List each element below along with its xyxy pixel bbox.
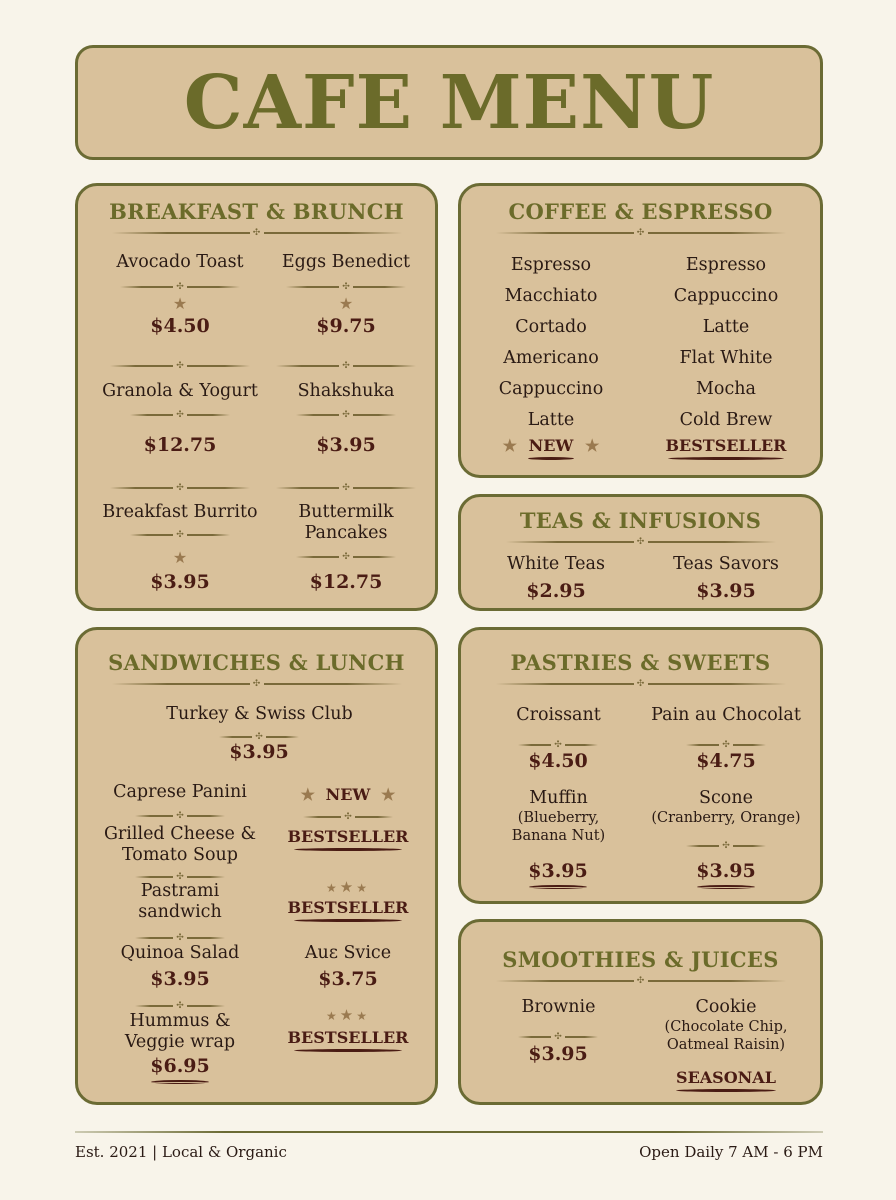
divider	[112, 679, 402, 689]
coffee-list-right	[636, 250, 816, 436]
page-title: CAFE MENU	[183, 59, 715, 146]
three-stars-icon	[308, 878, 388, 896]
menu-item-name	[256, 502, 436, 544]
section-pastries	[458, 627, 823, 904]
section-heading: SANDWICHES & LUNCH	[108, 650, 405, 675]
badge-label: BESTSELLER	[287, 898, 409, 917]
ornament-icon: ✣	[176, 811, 184, 821]
badge-label: SEASONAL	[676, 1068, 776, 1087]
menu-item-price: $3.95	[150, 968, 210, 990]
title-banner	[75, 45, 823, 160]
name-line: Scone	[699, 788, 753, 808]
bestseller-badge	[283, 827, 413, 851]
seasonal-badge	[661, 1068, 791, 1092]
menu-item-price: $4.50	[528, 750, 588, 772]
star-icon: ★	[584, 436, 600, 455]
section-heading: PASTRIES & SWEETS	[510, 650, 771, 675]
menu-item-price: $3.75	[318, 968, 378, 990]
divider	[276, 361, 416, 371]
star-icon: ★	[172, 294, 188, 313]
menu-item-price: $4.50	[150, 315, 210, 337]
price-text: $6.95	[150, 1055, 210, 1077]
section-teas	[458, 494, 823, 611]
menu-item-name: Eggs Benedict	[281, 252, 411, 272]
badge-label: NEW	[528, 436, 574, 455]
menu-item-name: Granola & Yogurt	[102, 381, 258, 401]
ornament-icon: ✣	[636, 228, 645, 238]
divider	[686, 841, 766, 851]
item-detail: Oatmeal Raisin)	[666, 1037, 786, 1053]
section-coffee	[458, 183, 823, 478]
menu-item-name: Quinoa Salad	[120, 943, 240, 963]
menu-item-name	[636, 788, 816, 827]
name-line: Grilled Cheese &	[103, 824, 257, 844]
menu-item-name	[80, 881, 280, 923]
menu-item-name: Cappuccino	[498, 379, 604, 399]
section-heading: COFFEE & ESPRESSO	[508, 199, 773, 224]
menu-item-name: Brownie	[521, 997, 596, 1017]
star-icon: ★	[502, 436, 518, 455]
name-line: Hummus &	[129, 1011, 231, 1031]
menu-item-price	[498, 860, 618, 889]
ornament-icon: ✣	[722, 740, 730, 750]
menu-item-name	[80, 1011, 280, 1053]
footer-established: Est. 2021 | Local & Organic	[75, 1143, 287, 1161]
ornament-icon: ✣	[255, 732, 263, 742]
badge-label: BESTSELLER	[287, 827, 409, 846]
menu-item-name: Cortado	[515, 317, 587, 337]
menu-item-price: $3.95	[528, 1043, 588, 1065]
menu-item-price: $3.95	[316, 434, 376, 456]
divider	[296, 552, 396, 562]
ornament-icon: ✣	[176, 282, 184, 292]
ornament-icon: ✣	[554, 1032, 562, 1042]
menu-item-price: $3.95	[696, 580, 756, 602]
divider	[518, 1032, 598, 1042]
menu-item-name: Shakshuka	[297, 381, 395, 401]
menu-item-price: $12.75	[143, 434, 217, 456]
ornament-icon: ✣	[554, 740, 562, 750]
divider	[496, 228, 786, 238]
divider	[112, 228, 402, 238]
badge-label: NEW	[325, 785, 371, 804]
ornament-icon: ✣	[722, 841, 730, 851]
divider	[130, 410, 230, 420]
menu-item-name: Macchiato	[504, 286, 598, 306]
menu-item-name: Breakfast Burrito	[102, 502, 258, 522]
star-icon: ★	[339, 1006, 357, 1024]
menu-item-name: Espresso	[685, 255, 767, 275]
divider	[135, 1001, 225, 1011]
menu-item-name: Turkey & Swiss Club	[166, 704, 353, 724]
section-breakfast	[75, 183, 438, 611]
menu-item-name: Croissant	[516, 705, 601, 725]
menu-item-name: Pain au Chocolat	[651, 705, 801, 725]
divider	[518, 740, 598, 750]
ornament-icon: ✣	[342, 552, 350, 562]
menu-item-name: Auɛ Svice	[304, 943, 392, 963]
divider	[303, 812, 393, 822]
ornament-icon: ✣	[342, 483, 350, 493]
star-icon: ★	[380, 785, 396, 804]
menu-item-name	[636, 997, 816, 1054]
menu-item-name: Flat White	[679, 348, 773, 368]
section-sandwiches	[75, 627, 438, 1105]
star-icon: ★	[172, 548, 188, 567]
ornament-icon: ✣	[176, 933, 184, 943]
new-badge	[283, 785, 413, 804]
new-badge	[491, 436, 611, 460]
bestseller-badge	[656, 436, 796, 460]
ornament-icon: ✣	[176, 410, 184, 420]
price-text: $3.95	[528, 860, 588, 882]
divider	[286, 282, 406, 292]
menu-item-name: Avocado Toast	[116, 252, 244, 272]
item-detail: (Cranberry, Orange)	[651, 810, 801, 826]
item-detail: (Chocolate Chip,	[664, 1019, 788, 1035]
star-icon: ★	[356, 1009, 370, 1023]
divider	[506, 537, 776, 547]
ornament-icon: ✣	[342, 282, 350, 292]
menu-item-name: Cold Brew	[679, 410, 773, 430]
section-smoothies	[458, 919, 823, 1105]
divider	[686, 740, 766, 750]
menu-item-name	[476, 788, 641, 845]
menu-item-name	[80, 824, 280, 866]
divider	[135, 933, 225, 943]
ornament-icon: ✣	[344, 812, 352, 822]
menu-item-name: Americano	[503, 348, 599, 368]
divider	[135, 811, 225, 821]
star-icon: ★	[356, 881, 370, 895]
name-line: Pastrami	[140, 881, 220, 901]
divider	[496, 679, 786, 689]
menu-item-price: $9.75	[316, 315, 376, 337]
menu-item-name: Latte	[527, 410, 575, 430]
star-icon: ★	[300, 785, 316, 804]
ornament-icon: ✣	[342, 361, 350, 371]
divider	[130, 530, 230, 540]
badge-label: BESTSELLER	[287, 1028, 409, 1047]
price-text: $3.95	[696, 860, 756, 882]
section-heading: BREAKFAST & BRUNCH	[109, 199, 404, 224]
star-icon: ★	[326, 1009, 340, 1023]
ornament-icon: ✣	[176, 483, 184, 493]
item-detail: Banana Nut)	[511, 828, 606, 844]
footer-divider	[75, 1131, 823, 1133]
menu-item-price: $3.95	[229, 741, 289, 763]
menu-item-price: $3.95	[150, 571, 210, 593]
divider	[110, 483, 250, 493]
menu-item-name: Cappuccino	[673, 286, 779, 306]
ornament-icon: ✣	[342, 410, 350, 420]
name-line: Tomato Soup	[121, 845, 238, 865]
bestseller-badge	[283, 1028, 413, 1052]
item-detail: (Blueberry,	[517, 810, 600, 826]
menu-item-price	[666, 860, 786, 889]
bestseller-badge	[283, 898, 413, 922]
divider	[296, 410, 396, 420]
divider	[276, 483, 416, 493]
menu-item-name: White Teas	[507, 554, 605, 574]
star-icon: ★	[338, 294, 354, 313]
name-line: Pancakes	[304, 523, 388, 543]
ornament-icon: ✣	[636, 537, 645, 547]
name-line: Muffin	[529, 788, 588, 808]
menu-item-name: Latte	[702, 317, 750, 337]
menu-item-name: Espresso	[510, 255, 592, 275]
name-line: Buttermilk	[298, 502, 394, 522]
menu-item-price: $4.75	[696, 750, 756, 772]
ornament-icon: ✣	[176, 1001, 184, 1011]
ornament-icon: ✣	[252, 679, 261, 689]
divider	[110, 361, 250, 371]
section-heading: SMOOTHIES & JUICES	[502, 947, 779, 972]
divider	[120, 282, 240, 292]
section-heading: TEAS & INFUSIONS	[519, 508, 762, 533]
name-line: sandwich	[138, 902, 222, 922]
menu-item-name: Caprese Panini	[113, 782, 247, 802]
star-icon: ★	[326, 881, 340, 895]
ornament-icon: ✣	[636, 679, 645, 689]
three-stars-icon	[308, 1006, 388, 1024]
name-line: Veggie wrap	[124, 1032, 236, 1052]
menu-item-price: $2.95	[526, 580, 586, 602]
ornament-icon: ✣	[176, 530, 184, 540]
menu-item-price: $12.75	[309, 571, 383, 593]
ornament-icon: ✣	[252, 228, 261, 238]
ornament-icon: ✣	[176, 361, 184, 371]
coffee-list-left	[461, 250, 641, 436]
footer-hours: Open Daily 7 AM - 6 PM	[639, 1143, 823, 1161]
divider	[496, 976, 786, 986]
menu-item-name: Teas Savors	[673, 554, 779, 574]
badge-label: BESTSELLER	[665, 436, 787, 455]
star-icon: ★	[339, 878, 357, 896]
menu-item-price	[120, 1055, 240, 1084]
menu-item-name: Mocha	[696, 379, 756, 399]
ornament-icon: ✣	[176, 872, 184, 882]
name-line: Cookie	[695, 997, 757, 1017]
ornament-icon: ✣	[636, 976, 645, 986]
